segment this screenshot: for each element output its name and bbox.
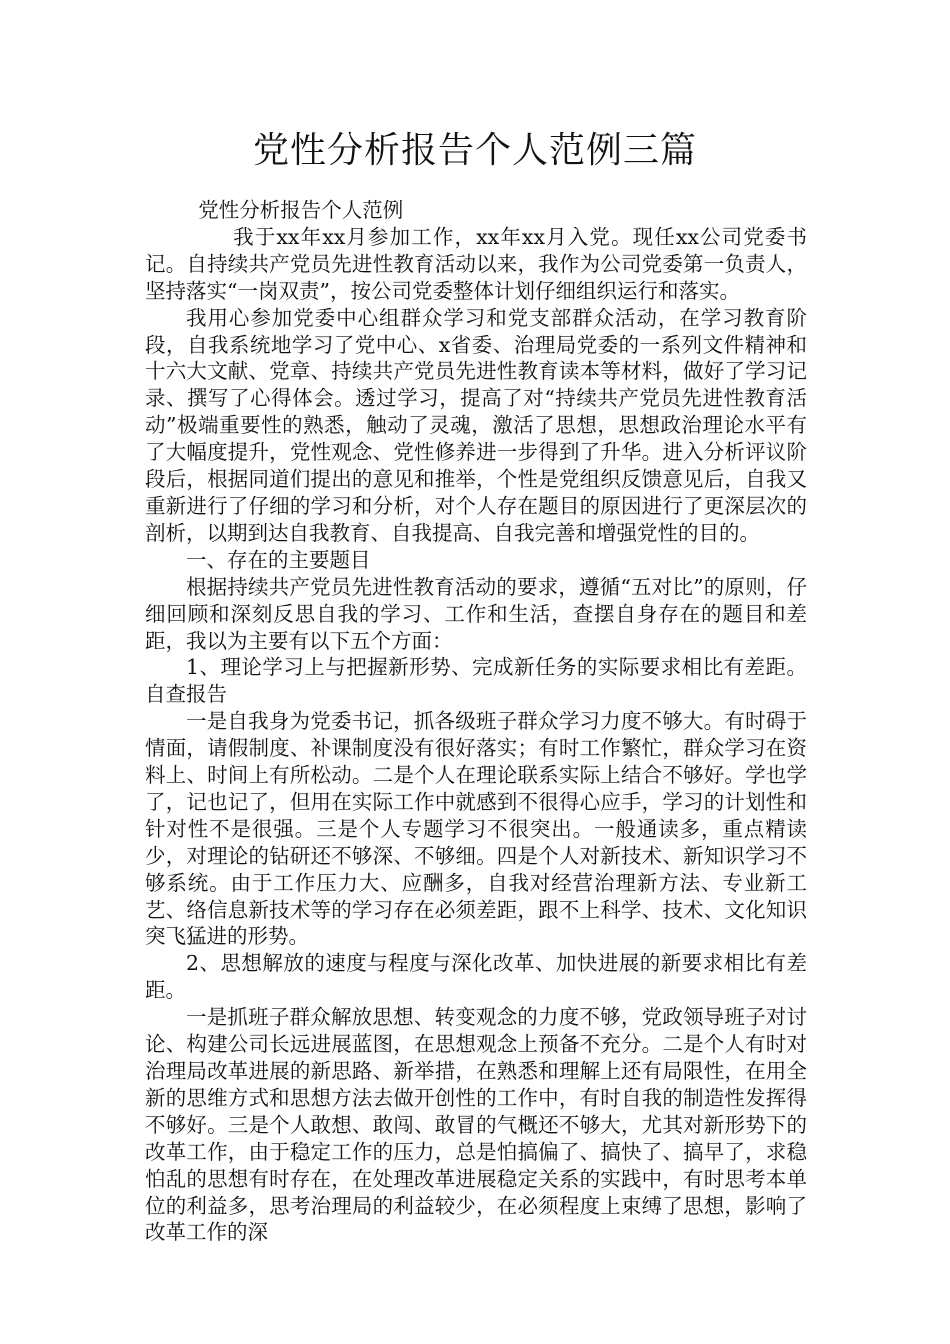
paragraph-intro: 我于xx年xx月参加工作，xx年xx月入党。现任xx公司党委书记。自持续共产党员先进性教育活动以来，我作为公司党委第一负责人，坚持落实“一岗双责”，按公司党委整体计划仔细组织运行和落实。 <box>145 224 807 303</box>
paragraph-point-2: 一是抓班子群众解放思想、转变观念的力度不够，党政领导班子对讨论、构建公司长远进展蓝图，在思想观念上预备不充分。二是个人有时对治理局改革进展的新思路、新举措，在熟悉和理解上还有局限性，在用全新的思维方式和思想方法去做开创性的工作中，有时自我的制造性发挥得不够好。三是个人敢想、敢闯、敢冒的气概还不够大，尤其对新形势下的改革工作，由于稳定工作的压力，总是怕搞偏了、搞快了、搞早了，求稳怕乱的思想有时存在，在处理改革进展稳定关系的实践中，有时思考本单位的利益多，思考治理局的利益较少，在必须程度上束缚了思想，影响了改革工作的深 <box>145 1005 807 1245</box>
paragraph-study: 我用心参加党委中心组群众学习和党支部群众活动，在学习教育阶段，自我系统地学习了党中心、x省委、治理局党委的一系列文件精神和十六大文献、党章、持续共产党员先进性教育读本等材料，做好了学习记录、撰写了心得体会。透过学习，提高了对“持续共产党员先进性教育活动”极端重要性的熟悉，触动了灵魂，激活了思想，思想政治理论水平有了大幅度提升，党性观念、党性修养进一步得到了升华。进入分析评议阶段后，根据同道们提出的意见和推举，个性是党组织反馈意见后，自我又重新进行了仔细的学习和分析，对个人存在题目的原因进行了更深层次的剖析，以期到达自我教育、自我提高、自我完善和增强党性的目的。 <box>145 305 807 545</box>
paragraph-point-1: 一是自我身为党委书记，抓各级班子群众学习力度不够大。有时碍于情面，请假制度、补课制度没有很好落实；有时工作繁忙，群众学习在资料上、时间上有所松动。二是个人在理论联系实际上结合不够好。学也学了，记也记了，但用在实际工作中就感到不很得心应手，学习的计划性和针对性不是很强。三是个人专题学习不很突出。一般通读多，重点精读少，对理论的钻研还不够深、不够细。四是个人对新技术、新知识学习不够系统。由于工作压力大、应酬多，自我对经营治理新方法、专业新工艺、络信息新技术等的学习存在必须差距，跟不上科学、技术、文化知识突飞猛进的形势。 <box>145 709 807 949</box>
section-subtitle: 党性分析报告个人范例 <box>198 198 404 222</box>
document-body <box>145 197 807 1246</box>
point-heading-1: 1、理论学习上与把握新形势、完成新任务的实际要求相比有差距。自查报告 <box>145 655 807 707</box>
point-heading-2: 2、思想解放的速度与程度与深化改革、加快进展的新要求相比有差距。 <box>145 951 807 1003</box>
section-heading-problems: 一、存在的主要题目 <box>186 547 371 572</box>
paragraph-principles: 根据持续共产党员先进性教育活动的要求，遵循“五对比”的原则，仔细回顾和深刻反思自我的学习、工作和生活，查摆自身存在的题目和差距，我以为主要有以下五个方面： <box>145 574 807 653</box>
document-title: 党性分析报告个人范例三篇 <box>252 130 697 171</box>
